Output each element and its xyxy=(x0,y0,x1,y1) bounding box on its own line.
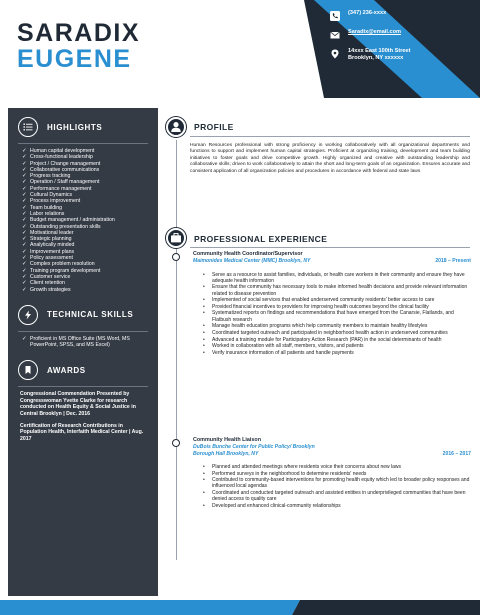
divider xyxy=(18,386,148,387)
bullet-icon: • xyxy=(203,470,205,477)
contact-address xyxy=(330,48,480,62)
awards-list xyxy=(8,391,158,442)
list-item: • Implemented of social services that enabled underserved community residents' better access to care xyxy=(203,297,435,304)
bullet-icon: • xyxy=(203,349,205,356)
check-icon: ✓ xyxy=(22,173,27,180)
list-item: ✓ Human capital development xyxy=(22,148,95,154)
job-title: Community Health Liaison xyxy=(193,437,261,443)
list-item: • Performed surveys in the neighborhood to determine residents' needs xyxy=(203,470,367,477)
list-item: ✓ Cultural Dynamics xyxy=(22,192,73,199)
check-icon: ✓ xyxy=(22,273,27,280)
profile-text: Human Resources professional with strong proficiency in working collaboratively with all organizational departments and functions to support and implement human capital strategies. Proficient at organizing training, development and team building initiatives to foster goals and drive competitive growth. Highly organized and creative with outstanding leadership and collaborative skills; driven to work collaboratively to attain the short and long-term goals of an organization. Ensures accurate and consistent application of all organization policies and procedures in accordance with federal and state laws xyxy=(190,143,470,174)
bullet-icon: • xyxy=(203,297,205,304)
awards-title: AWARDS xyxy=(47,365,86,375)
check-icon: ✓ xyxy=(22,223,27,230)
list-item: • Worked in collaboration with all staff, members, visitors, and patients xyxy=(203,343,364,350)
job-entry xyxy=(193,437,471,510)
bullet-icon: • xyxy=(203,336,205,343)
timeline-dot xyxy=(172,439,180,447)
list-item: ✓ Client retention xyxy=(22,280,65,287)
check-icon: ✓ xyxy=(22,210,27,217)
check-icon: ✓ xyxy=(22,198,27,205)
list-item: ✓ Motivational leader xyxy=(22,229,74,236)
check-icon: ✓ xyxy=(22,248,27,255)
list-item: • Ensure that the community has necessary tools to make informed health decisions and provide relevant information related to disease prevention xyxy=(203,284,468,297)
check-icon: ✓ xyxy=(22,204,27,211)
lightning-icon xyxy=(18,305,38,325)
highlights-list xyxy=(8,148,158,293)
list-item: ✓ Growth strategies xyxy=(22,286,71,293)
divider xyxy=(18,143,148,144)
address-line1: 14xxx East 100th Street xyxy=(348,48,411,54)
list-item: ✓ Performance management xyxy=(22,185,92,192)
technical-skills-list xyxy=(8,336,158,349)
list-item: • Manage health education programs which help community members to maintain healthy lifestyles xyxy=(203,323,428,330)
experience-title: PROFESSIONAL EXPERIENCE xyxy=(194,234,328,244)
list-item: ✓ Budget management / administration xyxy=(22,217,115,224)
list-item: ✓ Operation / Staff management xyxy=(22,179,100,186)
list-item: • Verify insurance information of all patients and handle payments xyxy=(203,349,354,356)
check-icon: ✓ xyxy=(22,242,27,249)
contact-phone xyxy=(330,10,480,21)
list-item: • Provided financial incentives to providers for improving health outcomes beyond the clinical facility xyxy=(203,303,429,310)
bullet-icon: • xyxy=(203,271,205,278)
job-date: 2016 – 2017 xyxy=(442,450,471,457)
bullet-icon: • xyxy=(203,284,205,291)
list-item: ✓ Training program development xyxy=(22,267,101,274)
check-icon: ✓ xyxy=(22,236,27,243)
resume-header xyxy=(0,0,480,98)
check-icon: ✓ xyxy=(22,185,27,192)
list-item: • Planned and attended meetings where residents voice their concerns about new laws xyxy=(203,464,402,470)
list-item: • Coordinated targeted outreach and participated in neighborhood health action in underserved communities xyxy=(203,329,448,336)
job-org: Maimonides Medical Center (MMC) Brooklyn, NY xyxy=(193,258,311,264)
list-item: ✓ Complex problem resolution xyxy=(22,261,95,268)
technical-skills-header xyxy=(8,305,158,325)
address-line2: Brooklyn, NY xxxxxx xyxy=(348,55,404,61)
technical-skills-title: TECHNICAL SKILLS xyxy=(47,310,134,320)
bullet-icon: • xyxy=(203,303,205,310)
check-icon: ✓ xyxy=(22,154,27,161)
check-icon: ✓ xyxy=(22,148,27,154)
list-icon xyxy=(18,117,38,137)
phone-text: (347) 236-xxxx xyxy=(348,10,387,16)
check-icon: ✓ xyxy=(22,280,27,287)
check-icon: ✓ xyxy=(22,179,27,186)
sidebar xyxy=(8,108,158,596)
check-icon: ✓ xyxy=(22,286,27,293)
email-link[interactable]: Saradix@email.com xyxy=(348,29,402,35)
list-item: ✓ Analytically minded xyxy=(22,242,75,249)
job-bullets xyxy=(193,464,471,509)
bullet-icon: • xyxy=(203,323,205,330)
list-item: ✓ Policy assessment xyxy=(22,255,73,262)
list-item: ✓ Cross-functional leadership xyxy=(22,154,93,161)
phone-icon xyxy=(330,11,340,21)
address-text xyxy=(348,48,411,62)
list-item: • Advanced a training module for Participatory Action Research (PAR) in the social determinants of health xyxy=(203,336,442,343)
divider xyxy=(18,331,148,332)
check-icon: ✓ xyxy=(22,335,27,342)
experience-section-icon xyxy=(166,228,186,248)
mail-icon xyxy=(330,30,340,40)
awards-header xyxy=(8,360,158,380)
bullet-icon: • xyxy=(203,490,205,497)
list-item: ✓ Proficient in MS Office Suite (MS Word, MS PowerPoint, SPSS, and MS Excel) xyxy=(22,335,130,349)
contact-info xyxy=(330,10,480,70)
list-item: • Systematized reports on findings and recommendations that have emerged from the Canarsie, Flatlands, and Flatbush research xyxy=(203,310,454,323)
highlights-header xyxy=(8,117,158,137)
list-item: • Developed and enhanced clinical-community relationships xyxy=(203,502,341,509)
check-icon: ✓ xyxy=(22,261,27,268)
list-item: ✓ Collaborative communications xyxy=(22,166,100,173)
list-item: • Serve as a resource to assist families, individuals, or health care workers in their community and ensure they have adequate health information xyxy=(203,271,465,284)
location-icon xyxy=(330,49,340,59)
timeline-dot xyxy=(172,253,180,261)
check-icon: ✓ xyxy=(22,160,27,167)
bullet-icon: • xyxy=(203,343,205,350)
bullet-icon: • xyxy=(203,464,205,470)
job-entry xyxy=(193,251,471,356)
check-icon: ✓ xyxy=(22,192,27,199)
highlights-title: HIGHLIGHTS xyxy=(47,122,103,132)
last-name: EUGENE xyxy=(17,45,132,73)
bullet-icon: • xyxy=(203,502,205,509)
list-item: ✓ Project / Change management xyxy=(22,160,101,167)
list-item: ✓ Labor relations xyxy=(22,210,65,217)
check-icon: ✓ xyxy=(22,166,27,173)
job-org-row xyxy=(193,444,471,457)
job-date: 2018 – Present xyxy=(435,258,471,264)
list-item: • Contributed to community-based interventions for promoting health equity which led to broader policy responses and influenced local agendas xyxy=(203,477,470,490)
footer-decoration xyxy=(0,600,480,615)
list-item: ✓ Process improvement xyxy=(22,198,81,205)
bullet-icon: • xyxy=(203,310,205,317)
check-icon: ✓ xyxy=(22,255,27,262)
check-icon: ✓ xyxy=(22,217,27,224)
list-item: ✓ Customer service xyxy=(22,273,71,280)
job-org-row xyxy=(193,258,471,265)
check-icon: ✓ xyxy=(22,229,27,236)
job-org: DuBois Bunche Center for Public Policy/ Brooklyn Borough Hall Brooklyn, NY xyxy=(193,444,315,457)
bullet-icon: • xyxy=(203,329,205,336)
list-item: ✓ Progress tracking xyxy=(22,173,71,180)
list-item: ✓ Team building xyxy=(22,204,63,211)
job-bullets xyxy=(193,272,471,357)
contact-email[interactable] xyxy=(330,29,480,40)
section-divider xyxy=(190,247,470,248)
bullet-icon: • xyxy=(203,477,205,484)
section-divider xyxy=(190,136,470,137)
profile-title: PROFILE xyxy=(194,122,234,132)
list-item: • Coordinated and conducted targeted outreach and assisted entities in underprivileged communities that have been denied access to quality care xyxy=(203,490,466,503)
list-item: ✓ Improvement plans xyxy=(22,248,75,255)
job-title: Community Health Coordinator/Supervisor xyxy=(193,251,303,257)
list-item: ✓ Outstanding presentation skills xyxy=(22,223,101,230)
timeline-line xyxy=(176,140,177,560)
profile-section-icon xyxy=(166,117,186,137)
check-icon: ✓ xyxy=(22,267,27,274)
award-item: Congressional Commendation Presented by Congresswoman Yvette Clarke for research conducted on Health Equity & Social Justice in Central Brooklyn | Dec. 2016 xyxy=(20,391,136,417)
list-item: ✓ Strategic planning xyxy=(22,236,72,243)
award-icon xyxy=(18,360,38,380)
first-name: SARADIX xyxy=(17,19,141,47)
award-item: Certification of Research Contributions in Population Health, Interfaith Medical Center | Aug. 2017 xyxy=(20,423,144,442)
name-block xyxy=(17,20,140,72)
